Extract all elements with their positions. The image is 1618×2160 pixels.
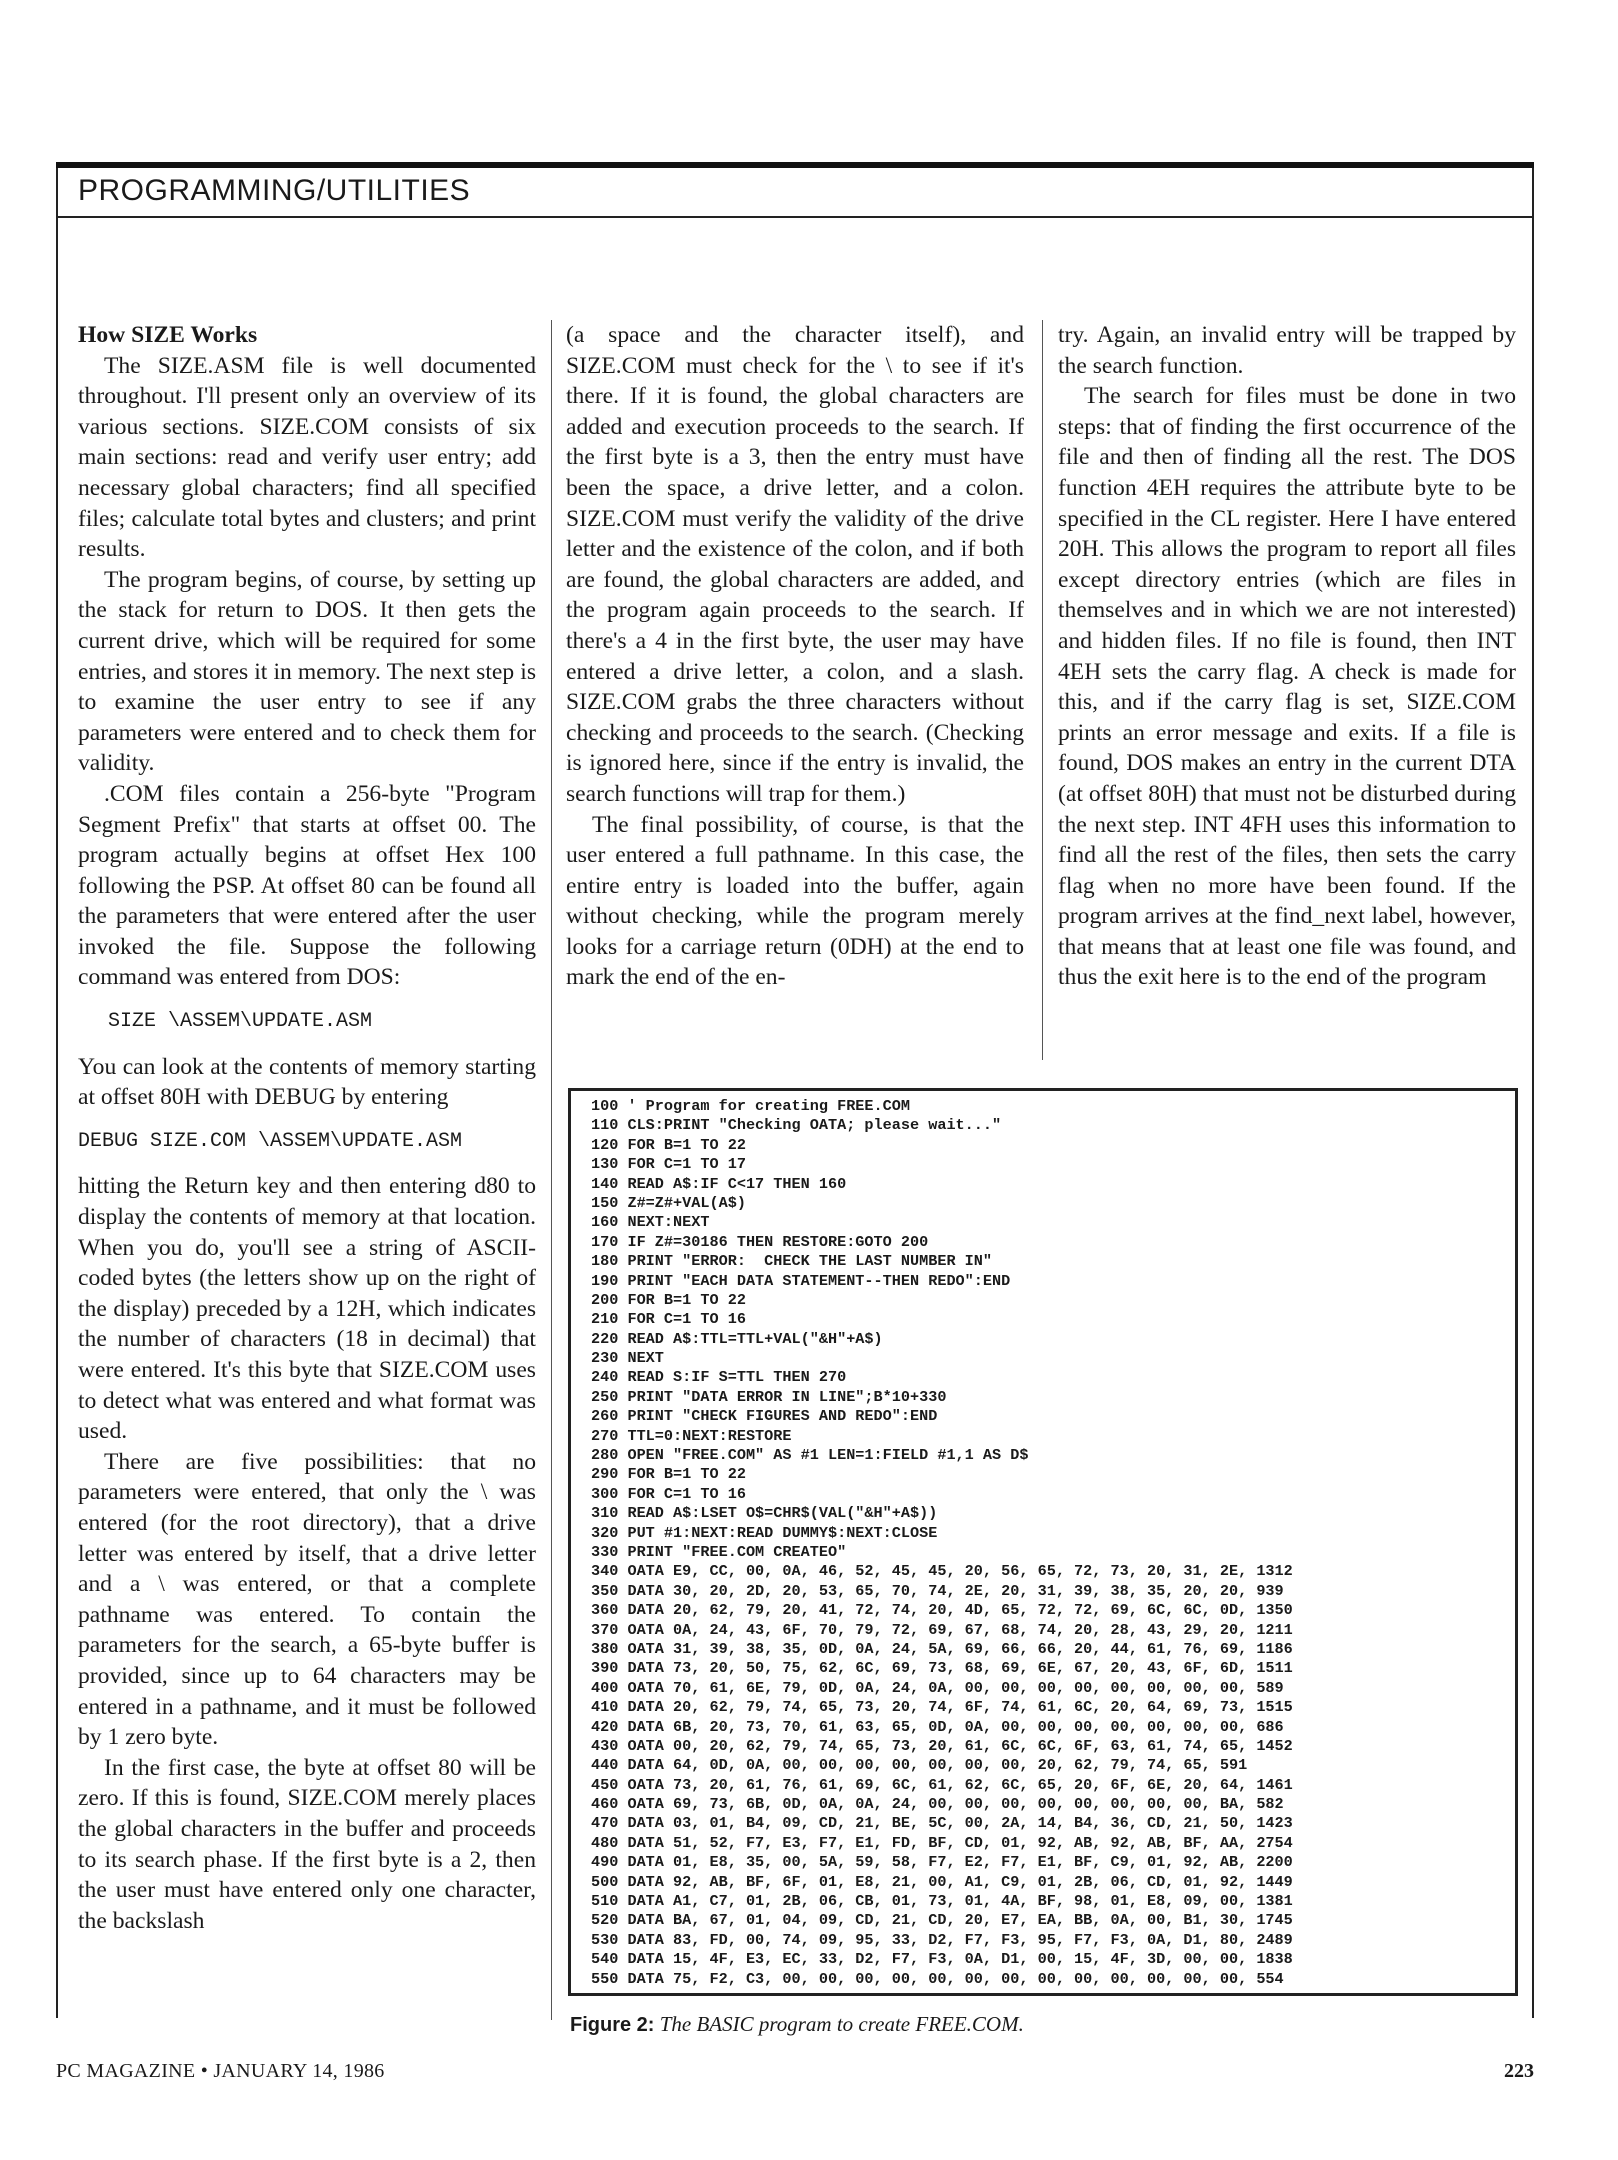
- paragraph: The SIZE.ASM file is well documented throughout. I'll present only an overview of its various sections. SIZE.COM consists of six main sections: read and verify user entry; add necessary global characters; find all specified files; calculate total bytes and clusters; and print results.: [78, 352, 536, 563]
- listing-line: 340 OATA E9, CC, 00, 0A, 46, 52, 45, 45, 20, 56, 65, 72, 73, 20, 31, 2E, 1312: [591, 1562, 1293, 1581]
- figure-caption-text: The BASIC program to create FREE.COM.: [659, 2012, 1024, 2036]
- column-divider: [551, 320, 552, 2020]
- paragraph: The search for files must be done in two steps: that of finding the first occurrence of the file and then of finding all the rest. The DOS function 4EH requires the attribute byte to be specified in the CL register. Here I have entered 20H. This allows the program to report all files except directory entries (which are files in themselves and in which we are not interested) and hidden files. If no file is found, then INT 4EH sets the carry flag. A check is made for this, and if the carry flag is set, SIZE.COM prints an error message and exits. If a file is found, DOS makes an entry in the current DTA (at offset 80H) that must not be disturbed during the next step. INT 4FH uses this information to find all the rest of the files, then sets the carry flag when no more have been found. If the program arrives at the find_next label, however, that means that at least one file was found, and thus the exit here is to the end of the program: [1058, 383, 1516, 991]
- page-number: 223: [1504, 2060, 1534, 2082]
- listing-line: 360 DATA 20, 62, 79, 20, 41, 72, 74, 20, 4D, 65, 72, 72, 69, 6C, 6C, 0D, 1350: [591, 1601, 1293, 1620]
- listing-line: 170 IF Z#=30186 THEN RESTORE:GOTO 200: [591, 1232, 929, 1251]
- listing-line: 500 DATA 92, AB, BF, 6F, 01, E8, 21, 00, A1, C9, 01, 2B, 06, CD, 01, 92, 1449: [591, 1872, 1293, 1891]
- listing-line: 410 DATA 20, 62, 79, 74, 65, 73, 20, 74, 6F, 74, 61, 6C, 20, 64, 69, 73, 1515: [591, 1698, 1293, 1717]
- paragraph: In the first case, the byte at offset 80 will be zero. If this is found, SIZE.COM merely places the global characters in the buffer and proceeds to its search phase. If the first byte is a 2, then the user must have entered only one character, the backslash: [78, 1754, 536, 1934]
- listing-line: 100 ' Program for creating FREE.COM: [591, 1097, 910, 1115]
- section-title: PROGRAMMING/UTILITIES: [78, 174, 471, 207]
- listing-line: 460 OATA 69, 73, 6B, 0D, 0A, 0A, 24, 00, 00, 00, 00, 00, 00, 00, 00, BA, 582: [591, 1795, 1284, 1814]
- listing-line: 280 OPEN "FREE.COM" AS #1 LEN=1:FIELD #1,1 AS D$: [591, 1446, 1029, 1465]
- listing-line: 180 PRINT "ERROR: CHECK THE LAST NUMBER IN": [591, 1252, 993, 1271]
- paragraph: (a space and the character itself), and SIZE.COM must check for the \ to see if it's there. If it is found, the global characters are added and execution proceeds to the search. If the first byte is a 3, then the entry must have been the space, a drive letter, and a colon. SIZE.COM must verify the validity of the drive letter and the existence of the colon, and if both are found, the global characters are added, and the program again proceeds to the search. If there's a 4 in the first byte, the user may have entered a drive letter, a colon, and a slash. SIZE.COM grabs the three characters without checking and proceeds to the search. (Checking is ignored here, since if the entry is invalid, the search functions will trap for them.): [566, 322, 1024, 807]
- listing-line: 400 OATA 70, 61, 6E, 79, 0D, 0A, 24, 0A, 00, 00, 00, 00, 00, 00, 00, 00, 589: [591, 1678, 1284, 1697]
- listing-line: 450 OATA 73, 20, 61, 76, 61, 69, 6C, 61, 62, 6C, 65, 20, 6F, 6E, 20, 64, 1461: [591, 1775, 1293, 1794]
- listing-line: 200 FOR B=1 TO 22: [591, 1290, 746, 1309]
- listing-line: 480 DATA 51, 52, F7, E3, F7, E1, FD, BF, CD, 01, 92, AB, 92, AB, BF, AA, 2754: [591, 1833, 1293, 1852]
- figure-caption: [570, 2012, 1024, 2037]
- paragraph: You can look at the contents of memory starting at offset 80H with DEBUG by entering: [78, 1053, 536, 1111]
- listing-line: 510 DATA A1, C7, 01, 2B, 06, CB, 01, 73, 01, 4A, BF, 98, 01, E8, 09, 00, 1381: [591, 1892, 1293, 1911]
- code-example-size-command: SIZE \ASSEM\UPDATE.ASM: [108, 1010, 373, 1034]
- listing-line: 320 PUT #1:NEXT:READ DUMMY$:NEXT:CLOSE: [591, 1523, 938, 1542]
- basic-program-listing: [591, 1097, 1505, 1989]
- text-column-3: [1058, 320, 1516, 993]
- listing-line: 260 PRINT "CHECK FIGURES AND REDO":END: [591, 1407, 938, 1426]
- listing-line: 210 FOR C=1 TO 16: [591, 1310, 746, 1329]
- figure-label: Figure 2:: [570, 2014, 655, 2036]
- figure-2-listing-box: [568, 1088, 1518, 1996]
- listing-line: 130 FOR C=1 TO 17: [591, 1155, 746, 1174]
- listing-line: 530 DATA 83, FD, 00, 74, 09, 95, 33, D2, F7, F3, 95, F7, F3, 0A, D1, 80, 2489: [591, 1930, 1293, 1949]
- listing-line: 520 DATA BA, 67, 01, 04, 09, CD, 21, CD, 20, E7, EA, BB, 0A, 00, B1, 30, 1745: [591, 1911, 1293, 1930]
- listing-line: 190 PRINT "EACH DATA STATEMENT--THEN REDO":END: [591, 1271, 1011, 1290]
- listing-line: 290 FOR B=1 TO 22: [591, 1465, 746, 1484]
- column-divider: [1042, 320, 1043, 1060]
- text-column-2: [566, 320, 1024, 993]
- listing-line: 150 Z#=Z#+VAL(A$): [591, 1193, 746, 1212]
- listing-line: 220 READ A$:TTL=TTL+VAL("&H"+A$): [591, 1329, 883, 1348]
- paragraph: The program begins, of course, by setting up the stack for return to DOS. It then gets the current drive, which will be required for some entries, and stores it in memory. The next step is to examine the user entry to see if any parameters were entered and to check them for validity.: [78, 566, 536, 777]
- listing-line: 430 OATA 00, 20, 62, 79, 74, 65, 73, 20, 61, 6C, 6C, 6F, 63, 61, 74, 65, 1452: [591, 1736, 1293, 1755]
- paragraph: The final possibility, of course, is that the user entered a full pathname. In this case, the entire entry is loaded into the buffer, again without checking, while the program merely looks for a carriage return (0DH) at the end to mark the end of the en-: [566, 811, 1024, 991]
- paragraph: .COM files contain a 256-byte "Program Segment Prefix" that starts at offset 00. The program actually begins at offset Hex 100 following the PSP. At offset 80 can be found all the parameters that were entered after the user invoked the file. Suppose the following command was entered from DOS:: [78, 780, 536, 991]
- listing-line: 140 READ A$:IF C<17 THEN 160: [591, 1174, 847, 1193]
- listing-line: 120 FOR B=1 TO 22: [591, 1135, 746, 1154]
- listing-line: 310 READ A$:LSET O$=CHR$(VAL("&H"+A$)): [591, 1504, 938, 1523]
- listing-line: 380 OATA 31, 39, 38, 35, 0D, 0A, 24, 5A, 69, 66, 66, 20, 44, 61, 76, 69, 1186: [591, 1639, 1293, 1658]
- listing-line: 490 DATA 01, E8, 35, 00, 5A, 59, 58, F7, E2, F7, E1, BF, C9, 01, 92, AB, 2200: [591, 1853, 1293, 1872]
- listing-line: 270 TTL=0:NEXT:RESTORE: [591, 1426, 792, 1445]
- code-example-debug-command: DEBUG SIZE.COM \ASSEM\UPDATE.ASM: [78, 1129, 463, 1153]
- listing-line: 250 PRINT "DATA ERROR IN LINE";B*10+330: [591, 1387, 947, 1406]
- listing-line: 350 DATA 30, 20, 2D, 20, 53, 65, 70, 74, 2E, 20, 31, 39, 38, 35, 20, 20, 939: [591, 1581, 1284, 1600]
- listing-line: 240 READ S:IF S=TTL THEN 270: [591, 1368, 847, 1387]
- listing-line: 110 CLS:PRINT "Checking OATA; please wait...": [591, 1116, 1002, 1135]
- listing-line: 160 NEXT:NEXT: [591, 1213, 710, 1232]
- listing-line: 540 DATA 15, 4F, E3, EC, 33, D2, F7, F3, 0A, D1, 00, 15, 4F, 3D, 00, 00, 1838: [591, 1950, 1293, 1969]
- paragraph: hitting the Return key and then entering d80 to display the contents of memory at that location. When you do, you'll see a string of ASCII-coded bytes (the letters show up on the right of the display) preceded by a 12H, which indicates the number of characters (18 in decimal) that were entered. It's this byte that SIZE.COM uses to detect what was entered and what format was used.: [78, 1173, 536, 1445]
- listing-line: 550 DATA 75, F2, C3, 00, 00, 00, 00, 00, 00, 00, 00, 00, 00, 00, 00, 00, 554: [591, 1969, 1284, 1988]
- paragraph: try. Again, an invalid entry will be trapped by the search function.: [1058, 322, 1516, 379]
- paragraph: There are five possibilities: that no parameters were entered, that only the \ was entered (for the root directory), that a drive letter was entered by itself, that a drive letter and a \ was entered, or that a complete pathname was entered. To contain the parameters for the search, a 65-byte buffer is provided, since up to 64 characters may be entered in a pathname, and it must be followed by 1 zero byte.: [78, 1448, 536, 1751]
- text-column-1: [78, 320, 536, 1936]
- listing-line: 300 FOR C=1 TO 16: [591, 1484, 746, 1503]
- listing-line: 370 OATA 0A, 24, 43, 6F, 70, 79, 72, 69, 67, 68, 74, 20, 28, 43, 29, 20, 1211: [591, 1620, 1293, 1639]
- publication-line: PC MAGAZINE • JANUARY 14, 1986: [56, 2060, 385, 2082]
- listing-line: 330 PRINT "FREE.COM CREATEO": [591, 1542, 847, 1561]
- listing-line: 390 DATA 73, 20, 50, 75, 62, 6C, 69, 73, 68, 69, 6E, 67, 20, 43, 6F, 6D, 1511: [591, 1659, 1293, 1678]
- listing-line: 420 DATA 6B, 20, 73, 70, 61, 63, 65, 0D, 0A, 00, 00, 00, 00, 00, 00, 00, 686: [591, 1717, 1284, 1736]
- listing-line: 440 DATA 64, 0D, 0A, 00, 00, 00, 00, 00, 00, 00, 20, 62, 79, 74, 65, 591: [591, 1756, 1248, 1775]
- listing-line: 470 DATA 03, 01, B4, 09, CD, 21, BE, 5C, 00, 2A, 14, B4, 36, CD, 21, 50, 1423: [591, 1814, 1293, 1833]
- listing-line: 230 NEXT: [591, 1349, 664, 1368]
- subhead-how-size-works: How SIZE Works: [78, 322, 258, 348]
